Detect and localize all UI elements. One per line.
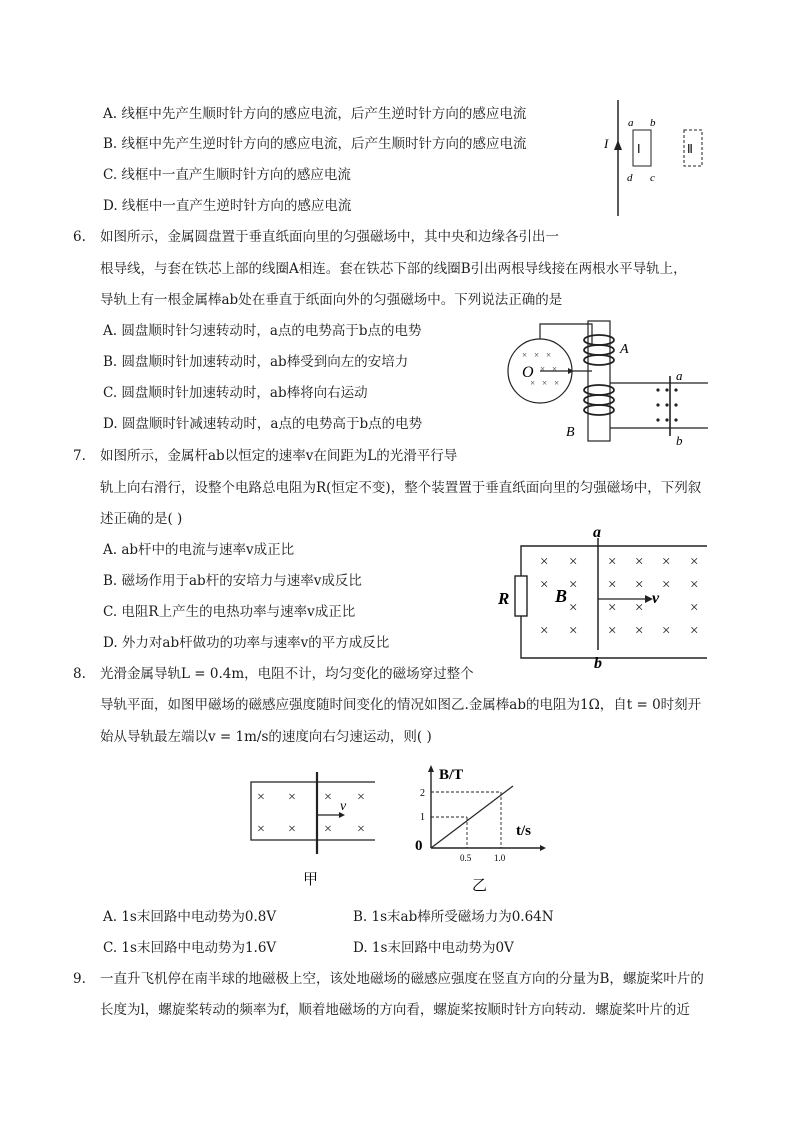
q8-yi-tick-y2: 2	[420, 788, 425, 799]
svg-text:×: ×	[324, 790, 332, 805]
svg-text:×: ×	[288, 790, 296, 805]
q8-number: 8.	[73, 666, 86, 682]
q5-option-a: A. 线框中先产生顺时针方向的感应电流，后产生逆时针方向的感应电流	[103, 106, 527, 122]
q6-number: 6.	[73, 229, 86, 245]
q5-current-label: I	[604, 136, 609, 151]
svg-text:×: ×	[552, 364, 558, 374]
svg-text:×: ×	[540, 577, 549, 593]
q7-resistor-label: R	[498, 589, 510, 608]
q8-option-b: B. 1s末ab棒所受磁场力为0.64N	[353, 909, 554, 925]
q6-option-d: D. 圆盘顺时针减速转动时，a点的电势高于b点的电势	[103, 416, 423, 432]
svg-text:×: ×	[540, 623, 549, 639]
q6-option-c: C. 圆盘顺时针加速转动时，ab棒将向右运动	[103, 385, 368, 401]
svg-text:×: ×	[569, 600, 578, 616]
svg-text:×: ×	[635, 600, 644, 616]
q5-label-c: c	[650, 172, 655, 184]
q5-label-a: a	[628, 117, 634, 129]
svg-text:×: ×	[690, 600, 699, 616]
q8-yi-xlabel: t/s	[516, 823, 531, 839]
q5-option-c: C. 线框中一直产生顺时针方向的感应电流	[103, 167, 351, 183]
svg-text:×: ×	[662, 623, 671, 639]
svg-text:×: ×	[608, 623, 617, 639]
svg-text:×: ×	[569, 577, 578, 593]
svg-text:×: ×	[357, 790, 365, 805]
q8-jia-caption: 甲	[303, 872, 319, 888]
svg-text:×: ×	[690, 577, 699, 593]
q9-stem-line-1: 一直升飞机停在南半球的地磁极上空，该处地磁场的磁感应强度在竖直方向的分量为B，螺旋桨叶片的	[100, 971, 704, 987]
q8-yi-tick-x05: 0.5	[460, 853, 472, 863]
svg-text:×: ×	[690, 623, 699, 639]
q6-option-b: B. 圆盘顺时针加速转动时，ab棒受到向左的安培力	[103, 354, 409, 370]
q6-option-a: A. 圆盘顺时针匀速转动时，a点的电势高于b点的电势	[103, 323, 422, 339]
q5-box1-label: Ⅰ	[637, 142, 641, 156]
svg-text:×: ×	[569, 623, 578, 639]
svg-text:×: ×	[357, 822, 365, 837]
svg-text:×: ×	[540, 554, 549, 570]
q7-rod-a-label: a	[593, 524, 601, 541]
q6-disc-center-label: O	[522, 364, 534, 381]
q6-rod-a-label: a	[676, 368, 683, 383]
q7-stem-line-1: 如图所示，金属杆ab以恒定的速率v在间距为L的光滑平行导	[100, 448, 458, 464]
q6-stem-line-3: 导轨上有一根金属棒ab处在垂直于纸面向外的匀强磁场中。下列说法正确的是	[100, 292, 563, 308]
q5-option-b: B. 线框中先产生逆时针方向的感应电流，后产生顺时针方向的感应电流	[103, 136, 527, 152]
q8-yi-tick-y1: 1	[420, 812, 425, 823]
svg-text:×: ×	[635, 554, 644, 570]
q5-option-d: D. 线框中一直产生逆时针方向的感应电流	[103, 198, 352, 214]
svg-text:×: ×	[608, 577, 617, 593]
svg-text:×: ×	[534, 350, 540, 360]
q8-stem-line-3: 始从导轨最左端以v = 1m/s的速度向右匀速运动，则( )	[100, 729, 432, 745]
svg-text:×: ×	[690, 554, 699, 570]
q7-option-a: A. ab杆中的电流与速率v成正比	[103, 542, 295, 558]
svg-text:×: ×	[608, 600, 617, 616]
svg-text:×: ×	[542, 378, 548, 388]
q7-option-d: D. 外力对ab杆做功的功率与速率v的平方成反比	[103, 635, 390, 651]
q8-yi-caption: 乙	[472, 878, 488, 894]
q9-stem-line-2: 长度为l，螺旋桨转动的频率为f，顺着地磁场的方向看，螺旋桨按顺时针方向转动．螺旋桨叶片的近	[100, 1002, 690, 1018]
q6-coil-a-label: A	[620, 342, 629, 357]
q8-yi-ylabel: B/T	[439, 767, 464, 783]
q6-stem-line-1: 如图所示，金属圆盘置于垂直纸面向里的匀强磁场中，其中央和边缘各引出一	[100, 229, 559, 245]
svg-text:×: ×	[546, 350, 552, 360]
q7-field-label: B	[555, 586, 568, 606]
q7-stem-line-3: 述正确的是( )	[100, 511, 183, 527]
svg-text:×: ×	[554, 378, 560, 388]
q8-option-a: A. 1s末回路中电动势为0.8V	[103, 909, 277, 925]
q8-stem-line-2: 导轨平面，如图甲磁场的磁感应强度随时间变化的情况如图乙.金属棒ab的电阻为1Ω，自t = 0时刻开	[100, 697, 702, 713]
q8-option-d: D. 1s末回路中电动势为0V	[353, 940, 514, 956]
svg-text:×: ×	[288, 822, 296, 837]
svg-text:×: ×	[662, 554, 671, 570]
svg-text:×: ×	[662, 577, 671, 593]
q5-label-b: b	[650, 117, 656, 129]
q8-figure-yi	[410, 760, 550, 900]
svg-text:×: ×	[530, 378, 536, 388]
q7-figure	[495, 522, 715, 672]
q8-jia-velocity-label: v	[340, 799, 347, 814]
q6-rod-b-label: b	[676, 433, 683, 448]
svg-text:×: ×	[608, 554, 617, 570]
svg-text:×: ×	[324, 822, 332, 837]
q7-rod-b-label: b	[594, 655, 602, 672]
svg-text:×: ×	[635, 577, 644, 593]
q8-figure-jia	[245, 768, 385, 898]
q6-stem-line-2: 根导线，与套在铁芯上部的线圈A相连。套在铁芯下部的线圈B引出两根导线接在两根水平导轨上，	[100, 261, 687, 277]
svg-text:×: ×	[569, 554, 578, 570]
svg-text:×: ×	[257, 790, 265, 805]
q7-stem-line-2: 轨上向右滑行，设整个电路总电阻为R(恒定不变)，整个装置置于垂直纸面向里的匀强磁场中，下列叙	[100, 480, 702, 496]
q9-number: 9.	[73, 971, 86, 987]
q6-coil-b-label: B	[566, 425, 575, 440]
q7-velocity-label: v	[652, 590, 660, 607]
q7-option-b: B. 磁场作用于ab杆的安培力与速率v成反比	[103, 573, 362, 589]
svg-text:×: ×	[635, 623, 644, 639]
svg-text:×: ×	[540, 364, 546, 374]
q7-number: 7.	[73, 448, 86, 464]
q5-label-d: d	[627, 172, 633, 184]
q7-option-c: C. 电阻R上产生的电热功率与速率v成正比	[103, 604, 356, 620]
svg-text:×: ×	[522, 350, 528, 360]
q8-yi-tick-x10: 1.0	[494, 853, 506, 863]
q8-yi-origin: 0	[415, 838, 423, 854]
q8-stem-line-1: 光滑金属导轨L = 0.4m，电阻不计，均匀变化的磁场穿过整个	[100, 666, 474, 682]
q8-option-c: C. 1s末回路中电动势为1.6V	[103, 940, 277, 956]
q6-figure	[500, 316, 720, 451]
q5-box2-label: Ⅱ	[687, 142, 693, 156]
q5-figure	[596, 98, 716, 218]
svg-text:×: ×	[257, 822, 265, 837]
